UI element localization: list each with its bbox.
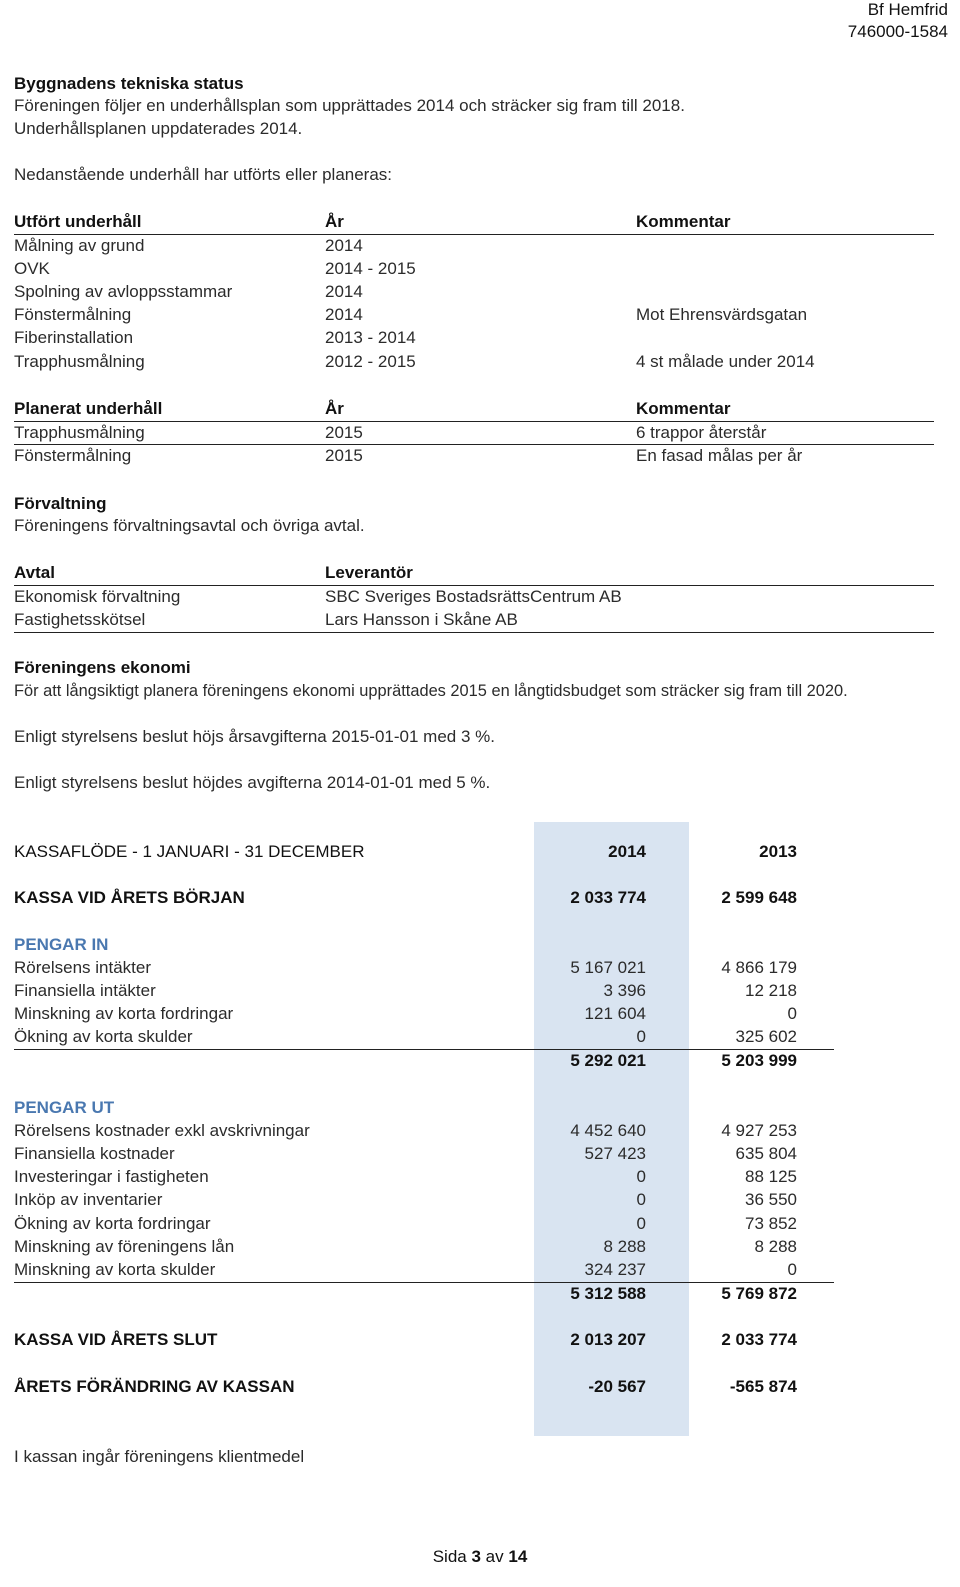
table-cell: Trapphusmålning [14, 423, 145, 442]
cash-change-2013: -565 874 [729, 1377, 797, 1396]
row-value: 4 452 640 [570, 1121, 646, 1140]
col-header-year: År [325, 399, 344, 418]
year-header-2013: 2013 [759, 842, 797, 861]
row-label: Finansiella intäkter [14, 981, 156, 1000]
economy-text-2: Enligt styrelsens beslut höjs årsavgifterna 2015-01-01 med 3 %. [14, 727, 495, 746]
money-out-total-2013: 5 769 872 [721, 1284, 797, 1303]
subtotal-rule [14, 1282, 834, 1283]
table-cell: Fönstermålning [14, 446, 132, 465]
section-title-admin: Förvaltning [14, 494, 107, 513]
page-separator: av [485, 1547, 504, 1566]
table-cell: 6 trappor återstår [636, 423, 767, 442]
cash-end-2014: 2 013 207 [570, 1330, 646, 1349]
table-cell: Ekonomisk förvaltning [14, 587, 181, 606]
row-value: 0 [636, 1190, 646, 1209]
row-value: 635 804 [735, 1144, 797, 1163]
table-cell: Fönstermålning [14, 305, 132, 324]
table-cell: 2014 [325, 236, 363, 255]
cashflow-title: KASSAFLÖDE - 1 JANUARI - 31 DECEMBER [14, 842, 365, 861]
row-value: 0 [787, 1260, 797, 1279]
cash-end-2013: 2 033 774 [721, 1330, 797, 1349]
cashflow-note: I kassan ingår föreningens klientmedel [14, 1447, 305, 1466]
table-cell: Fastighetsskötsel [14, 610, 146, 629]
col-header-comment: Kommentar [636, 212, 731, 231]
table-cell: 2013 - 2014 [325, 328, 416, 347]
row-label: Minskning av korta fordringar [14, 1004, 234, 1023]
row-value: 527 423 [584, 1144, 646, 1163]
row-label: Investeringar i fastigheten [14, 1167, 209, 1186]
col-header-done: Utfört underhåll [14, 212, 142, 231]
row-value: 0 [787, 1004, 797, 1023]
col-header-year: År [325, 212, 344, 231]
row-value: 88 125 [745, 1167, 797, 1186]
row-label: Minskning av föreningens lån [14, 1237, 235, 1256]
admin-text: Föreningens förvaltningsavtal och övriga avtal. [14, 516, 365, 535]
row-value: 4 927 253 [721, 1121, 797, 1140]
row-value: 325 602 [735, 1027, 797, 1046]
table-cell: OVK [14, 259, 50, 278]
table-cell: 2014 [325, 305, 363, 324]
money-in-total-2014: 5 292 021 [570, 1051, 646, 1070]
row-value: 0 [636, 1167, 646, 1186]
row-value: 36 550 [745, 1190, 797, 1209]
row-label: Inköp av inventarier [14, 1190, 163, 1209]
cash-end-label: KASSA VID ÅRETS SLUT [14, 1330, 218, 1349]
page-footer [0, 1547, 960, 1567]
row-label: Ökning av korta skulder [14, 1027, 193, 1046]
table-cell: 2015 [325, 423, 363, 442]
row-value: 121 604 [584, 1004, 646, 1023]
cash-start-label: KASSA VID ÅRETS BÖRJAN [14, 888, 245, 907]
table-divider [14, 234, 934, 235]
row-label: Rörelsens kostnader exkl avskrivningar [14, 1121, 310, 1140]
row-value: 12 218 [745, 981, 797, 1000]
table-cell: En fasad målas per år [636, 446, 803, 465]
table-cell: 4 st målade under 2014 [636, 352, 815, 371]
section-title-status: Byggnadens tekniska status [14, 74, 244, 93]
organization-name: Bf Hemfrid [867, 0, 948, 19]
economy-text-1: För att långsiktigt planera föreningens ekonomi upprättades 2015 en långtidsbudget som sträcker sig fram till 2020. [14, 682, 848, 700]
money-in-total-2013: 5 203 999 [721, 1051, 797, 1070]
row-label: Minskning av korta skulder [14, 1260, 216, 1279]
row-label: Finansiella kostnader [14, 1144, 175, 1163]
col-header-comment: Kommentar [636, 399, 731, 418]
row-value: 3 396 [603, 981, 646, 1000]
status-text-2: Underhållsplanen uppdaterades 2014. [14, 119, 303, 138]
table-cell: 2014 - 2015 [325, 259, 416, 278]
col-header-supplier: Leverantör [325, 563, 413, 582]
organization-number: 746000-1584 [847, 22, 948, 41]
row-value: 0 [636, 1214, 646, 1233]
row-value: 73 852 [745, 1214, 797, 1233]
table-cell: Mot Ehrensvärdsgatan [636, 305, 808, 324]
table-cell: 2014 [325, 282, 363, 301]
section-title-economy: Föreningens ekonomi [14, 658, 191, 677]
row-value: 324 237 [584, 1260, 646, 1279]
cash-change-label: ÅRETS FÖRÄNDRING AV KASSAN [14, 1377, 295, 1396]
row-value: 8 288 [603, 1237, 646, 1256]
money-out-total-2014: 5 312 588 [570, 1284, 646, 1303]
table-cell: 2015 [325, 446, 363, 465]
table-cell: Målning av grund [14, 236, 145, 255]
money-out-heading: PENGAR UT [14, 1098, 115, 1117]
economy-text-3: Enligt styrelsens beslut höjdes avgifterna 2014-01-01 med 5 %. [14, 773, 491, 792]
page-total: 14 [508, 1547, 528, 1566]
row-label: Ökning av korta fordringar [14, 1214, 211, 1233]
table-divider [14, 444, 934, 445]
row-value: 0 [636, 1027, 646, 1046]
table-divider [14, 632, 934, 633]
table-cell: SBC Sveriges BostadsrättsCentrum AB [325, 587, 622, 606]
cash-change-2014: -20 567 [588, 1377, 646, 1396]
col-header-planned: Planerat underhåll [14, 399, 163, 418]
table-cell: Trapphusmålning [14, 352, 145, 371]
table-cell: Spolning av avloppsstammar [14, 282, 233, 301]
table-cell: 2012 - 2015 [325, 352, 416, 371]
page-prefix: Sida [432, 1547, 467, 1566]
status-text-3: Nedanstående underhåll har utförts eller planeras: [14, 165, 393, 184]
row-value: 8 288 [754, 1237, 797, 1256]
money-in-heading: PENGAR IN [14, 935, 109, 954]
cash-start-2014: 2 033 774 [570, 888, 646, 907]
row-value: 5 167 021 [570, 958, 646, 977]
status-text-1: Föreningen följer en underhållsplan som upprättades 2014 och sträcker sig fram till 2018. [14, 96, 685, 115]
year-header-2014: 2014 [608, 842, 646, 861]
table-cell: Lars Hansson i Skåne AB [325, 610, 518, 629]
table-divider [14, 421, 934, 422]
cash-start-2013: 2 599 648 [721, 888, 797, 907]
row-value: 4 866 179 [721, 958, 797, 977]
subtotal-rule [14, 1049, 834, 1050]
table-divider [14, 585, 934, 586]
page-number: 3 [471, 1547, 481, 1566]
col-header-agreement: Avtal [14, 563, 55, 582]
table-cell: Fiberinstallation [14, 328, 134, 347]
row-label: Rörelsens intäkter [14, 958, 152, 977]
